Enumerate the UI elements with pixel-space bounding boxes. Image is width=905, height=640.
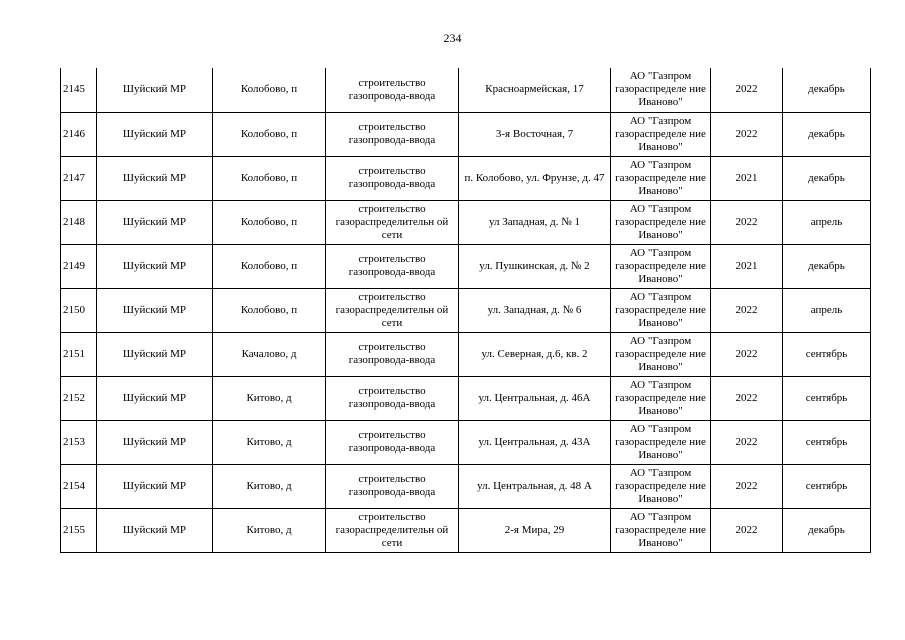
- settlement-cell: Китово, д: [213, 376, 326, 420]
- district-cell: Шуйский МР: [97, 244, 213, 288]
- work-type-cell: строительство газопровода-ввода: [326, 112, 459, 156]
- work-type-cell: строительство газопровода-ввода: [326, 464, 459, 508]
- work-type-cell: строительство газопровода-ввода: [326, 68, 459, 112]
- year-cell: 2022: [711, 288, 783, 332]
- month-cell: сентябрь: [783, 420, 871, 464]
- settlement-cell: Китово, д: [213, 508, 326, 552]
- address-cell: 3-я Восточная, 7: [459, 112, 611, 156]
- table-row: [61, 156, 871, 200]
- district-cell: Шуйский МР: [97, 112, 213, 156]
- settlement-cell: Колобово, п: [213, 112, 326, 156]
- work-type-cell: строительство газопровода-ввода: [326, 156, 459, 200]
- work-type-cell: строительство газопровода-ввода: [326, 420, 459, 464]
- year-cell: 2021: [711, 156, 783, 200]
- row-number-cell: 2146: [61, 112, 97, 156]
- settlement-cell: Колобово, п: [213, 200, 326, 244]
- organization-cell: АО "Газпром газораспределе ние Иваново": [611, 464, 711, 508]
- organization-cell: АО "Газпром газораспределе ние Иваново": [611, 332, 711, 376]
- organization-cell: АО "Газпром газораспределе ние Иваново": [611, 244, 711, 288]
- organization-cell: АО "Газпром газораспределе ние Иваново": [611, 156, 711, 200]
- district-cell: Шуйский МР: [97, 376, 213, 420]
- work-type-cell: строительство газораспределительн ой сети: [326, 288, 459, 332]
- address-cell: ул. Западная, д. № 6: [459, 288, 611, 332]
- table-row: [61, 68, 871, 112]
- work-type-cell: строительство газопровода-ввода: [326, 376, 459, 420]
- table-row: [61, 288, 871, 332]
- table-body: [61, 68, 871, 552]
- work-type-cell: строительство газопровода-ввода: [326, 332, 459, 376]
- year-cell: 2022: [711, 200, 783, 244]
- address-cell: Красноармейская, 17: [459, 68, 611, 112]
- month-cell: декабрь: [783, 112, 871, 156]
- address-cell: ул Западная, д. № 1: [459, 200, 611, 244]
- address-cell: 2-я Мира, 29: [459, 508, 611, 552]
- month-cell: сентябрь: [783, 376, 871, 420]
- month-cell: декабрь: [783, 156, 871, 200]
- district-cell: Шуйский МР: [97, 420, 213, 464]
- month-cell: апрель: [783, 200, 871, 244]
- settlement-cell: Колобово, п: [213, 244, 326, 288]
- row-number-cell: 2150: [61, 288, 97, 332]
- settlement-cell: Китово, д: [213, 420, 326, 464]
- organization-cell: АО "Газпром газораспределе ние Иваново": [611, 288, 711, 332]
- organization-cell: АО "Газпром газораспределе ние Иваново": [611, 376, 711, 420]
- row-number-cell: 2145: [61, 68, 97, 112]
- row-number-cell: 2152: [61, 376, 97, 420]
- table-row: [61, 112, 871, 156]
- page-number: 234: [443, 31, 462, 45]
- table-row: [61, 508, 871, 552]
- address-cell: ул. Центральная, д. 43А: [459, 420, 611, 464]
- gas-works-table: [60, 68, 871, 553]
- table-row: [61, 200, 871, 244]
- row-number-cell: 2155: [61, 508, 97, 552]
- year-cell: 2022: [711, 508, 783, 552]
- work-type-cell: строительство газораспределительн ой сети: [326, 508, 459, 552]
- settlement-cell: Качалово, д: [213, 332, 326, 376]
- row-number-cell: 2147: [61, 156, 97, 200]
- district-cell: Шуйский МР: [97, 200, 213, 244]
- organization-cell: АО "Газпром газораспределе ние Иваново": [611, 68, 711, 112]
- table-row: [61, 332, 871, 376]
- year-cell: 2022: [711, 420, 783, 464]
- row-number-cell: 2154: [61, 464, 97, 508]
- district-cell: Шуйский МР: [97, 464, 213, 508]
- month-cell: декабрь: [783, 244, 871, 288]
- district-cell: Шуйский МР: [97, 508, 213, 552]
- month-cell: сентябрь: [783, 332, 871, 376]
- organization-cell: АО "Газпром газораспределе ние Иваново": [611, 508, 711, 552]
- settlement-cell: Колобово, п: [213, 288, 326, 332]
- district-cell: Шуйский МР: [97, 332, 213, 376]
- month-cell: апрель: [783, 288, 871, 332]
- work-type-cell: строительство газораспределительн ой сети: [326, 200, 459, 244]
- row-number-cell: 2149: [61, 244, 97, 288]
- month-cell: сентябрь: [783, 464, 871, 508]
- settlement-cell: Колобово, п: [213, 68, 326, 112]
- district-cell: Шуйский МР: [97, 156, 213, 200]
- district-cell: Шуйский МР: [97, 288, 213, 332]
- year-cell: 2022: [711, 376, 783, 420]
- table-row: [61, 376, 871, 420]
- month-cell: декабрь: [783, 68, 871, 112]
- district-cell: Шуйский МР: [97, 68, 213, 112]
- table-row: [61, 420, 871, 464]
- organization-cell: АО "Газпром газораспределе ние Иваново": [611, 112, 711, 156]
- year-cell: 2022: [711, 68, 783, 112]
- table-row: [61, 464, 871, 508]
- year-cell: 2021: [711, 244, 783, 288]
- row-number-cell: 2148: [61, 200, 97, 244]
- address-cell: ул. Центральная, д. 46А: [459, 376, 611, 420]
- organization-cell: АО "Газпром газораспределе ние Иваново": [611, 420, 711, 464]
- settlement-cell: Колобово, п: [213, 156, 326, 200]
- month-cell: декабрь: [783, 508, 871, 552]
- table-row: [61, 244, 871, 288]
- row-number-cell: 2153: [61, 420, 97, 464]
- address-cell: ул. Северная, д.6, кв. 2: [459, 332, 611, 376]
- settlement-cell: Китово, д: [213, 464, 326, 508]
- address-cell: ул. Пушкинская, д. № 2: [459, 244, 611, 288]
- address-cell: п. Колобово, ул. Фрунзе, д. 47: [459, 156, 611, 200]
- year-cell: 2022: [711, 332, 783, 376]
- work-type-cell: строительство газопровода-ввода: [326, 244, 459, 288]
- organization-cell: АО "Газпром газораспределе ние Иваново": [611, 200, 711, 244]
- row-number-cell: 2151: [61, 332, 97, 376]
- year-cell: 2022: [711, 464, 783, 508]
- address-cell: ул. Центральная, д. 48 А: [459, 464, 611, 508]
- year-cell: 2022: [711, 112, 783, 156]
